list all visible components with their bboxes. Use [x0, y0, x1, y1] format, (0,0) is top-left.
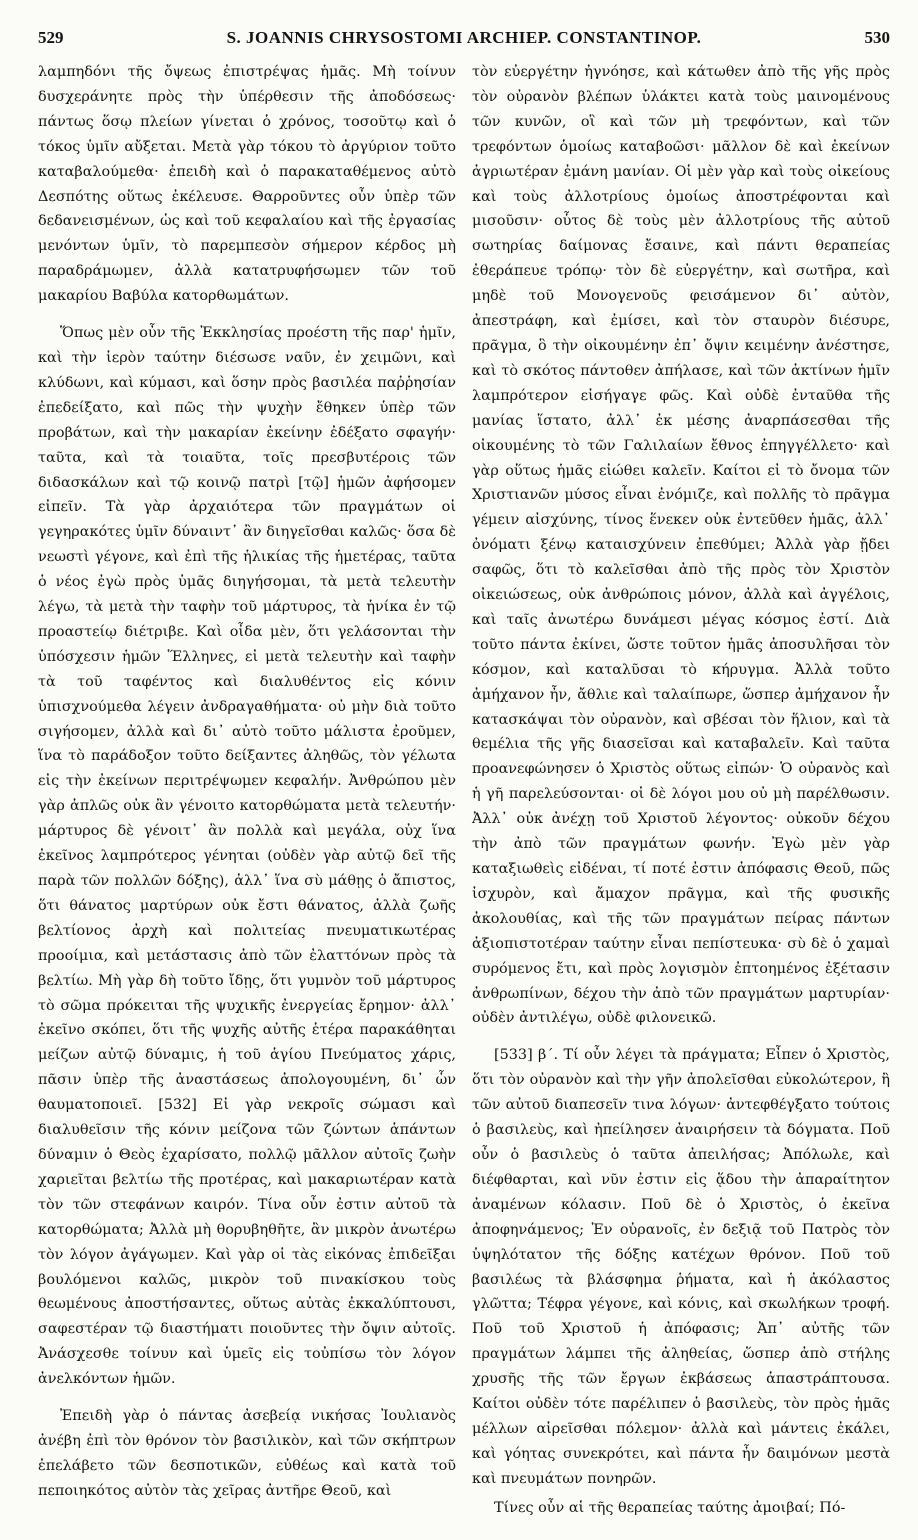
left-page-number: 529 [38, 28, 64, 47]
right-paragraph-1: τὸν εὐεργέτην ἠγνόησε, καὶ κάτωθεν ἀπὸ τῆς γῆς πρὸς τὸν οὐρανὸν βλέπων ὑλάκτει κατὰ τοὺς μαινομένους τῶν κυνῶν, οἳ καὶ τῶν μὴ τρεφόντων, καὶ τῶν τρεφόντων ὁμοίως καταβοῶσι· μᾶλλον δὲ καὶ ἐκείνων ἀγριωτέραν ἐμάνη μανίαν. Οἱ μὲν γὰρ καὶ τοὺς οἰκείους καὶ τοὺς ἀλλοτρίους ὁμοίως ἀποστρέφονται καὶ μισοῦσιν· οὗτος δὲ τοὺς μὲν ἀλλοτρίους τῆς αὐτοῦ σωτηρίας δαίμονας ἔσαινε, καὶ πάντι θεραπείας ἐθεράπευε τρόπῳ· τὸν δὲ εὐεργέτην, καὶ σωτῆρα, καὶ μηδὲ τοῦ Μονογενοῦς φεισάμενον δι᾽ αὐτὸν, ἀπεστράφη, καὶ ἐμίσει, καὶ τὸν σταυρὸν διέσυρε, πρᾶγμα, ὃ τὴν οἰκουμένην ἐπ᾽ ὄψιν κειμένην ἀνέστησε, καὶ τὸ σκότος πάντοθεν ἀπήλασε, καὶ τῶν ἀκτίνων ἡμῖν λαμπρότερον εἰσήγαγε φῶς. Καὶ οὐδὲ ἐνταῦθα τῆς μανίας ἵστατο, ἀλλ᾽ ἐκ μέσης ἀναρπάσεσθαι τῆς οἰκουμένης τὸ τῶν Γαλιλαίων ἔθνος ἐπηγγέλλετο· καὶ γὰρ οὕτως ἡμᾶς εἰώθει καλεῖν. Καίτοι εἰ τὸ ὄνομα τῶν Χριστιανῶν μύσος εἶναι ἐνόμιζε, καὶ πολλῆς τὸ πρᾶγμα γέμειν αἰσχύνης, τίνος ἕνεκεν οὐκ ἐντεῦθεν ἡμᾶς, ἀλλ᾽ ὀνόματι ξένῳ καταισχύνειν ἐπεθύμει; Ἀλλὰ γὰρ ᾔδει σαφῶς, ὅτι τὸ καλεῖσθαι ἀπὸ τῆς πρὸς τὸν Χριστὸν οἰκειώσεως, οὐκ ἀνθρώποις μόνον, ἀλλὰ καὶ ἀγγέλοις, καὶ ταῖς ἀνωτέρω δυνάμεσι μέγας κόσμος ἐστί. Διὰ τοῦτο πάντα ἐκίνει, ὥστε τοῦτον ἡμᾶς ἀποσυλῆσαι τὸν κόσμον, καὶ καταλῦσαι τὸ κήρυγμα. Ἀλλὰ τοῦτο ἀμήχανον ἦν, ἄθλιε καὶ ταλαίπωρε, ὥσπερ ἀμήχανον ἦν κατασκάψαι τὸν οὐρανὸν, καὶ σβέσαι τὸν ἥλιον, καὶ τὰ θεμέλια τῆς γῆς διασεῖσαι καὶ καταβαλεῖν. Καὶ ταῦτα προανεφώνησεν ὁ Χριστὸς οὕτως εἰπών· Ὁ οὐρανὸς καὶ ἡ γῆ παρελεύσονται· οἱ δὲ λόγοι μου οὐ μὴ παρέλθωσιν. Ἀλλ᾽ οὐκ ἀνέχῃ τοῦ Χριστοῦ λέγοντος· οὐκοῦν δέχου τὴν ἀπὸ τῶν πραγμάτων φωνήν. Ἐγὼ μὲν γὰρ καταξιωθεὶς εἰδέναι, τί ποτέ ἐστιν ἀπόφασις Θεοῦ, πῶς ἰσχυρὸν, καὶ ἄμαχον πρᾶγμα, καὶ τῆς φυσικῆς ἀκολουθίας, καὶ τῆς τῶν πραγμάτων πείρας πάντων ἀξιοπιστοτέραν ταύτην εἶναι πεπίστευκα· σὺ δὲ ὁ χαμαὶ συρόμενος ἔτι, καὶ πρὸς λογισμὸν ἐπτοημένος ἐξέτασιν ἀνθρωπίνων, δέχου τὴν ἀπὸ τῶν πραγμάτων μαρτυρίαν· οὐδὲν ἀντιλέγω, οὐδὲ φιλονεικῶ. [472, 64, 890, 1027]
two-column-body [38, 60, 890, 1521]
running-title: S. JOANNIS CHRYSOSTOMI ARCHIEP. CONSTANTINOP. [226, 28, 702, 47]
right-column [472, 60, 890, 1521]
right-page-number: 530 [864, 28, 890, 47]
right-paragraph-3: Τίνες οὖν αἱ τῆς θεραπείας ταύτης ἀμοιβαί; Πό- [494, 1499, 846, 1516]
left-paragraph-3: Ἐπειδὴ γὰρ ὁ πάντας ἀσεβείᾳ νικήσας Ἰουλιανὸς ἀνέβη ἐπὶ τὸν θρόνον τὸν βασιλικὸν, καὶ τῶν σκήπτρων ἐπελάβετο τῶν δεσποτικῶν, εὐθέως καὶ κατὰ τοῦ πεποιηκότος αὐτὸν τὰς χεῖρας ἀντῆρε Θεοῦ, καὶ [38, 1408, 456, 1499]
left-paragraph-1: λαμπηδόνι τῆς ὄψεως ἐπιστρέψας ἡμᾶς. Μὴ τοίνυν δυσχεράνητε πρὸς τὴν ὑπέρθεσιν τῆς ἀποδόσεως· πάντως ὅσῳ πλείων γίνεται ὁ χρόνος, τοσοῦτῳ καὶ ὁ τόκος ὑμῖν αὔξεται. Μετὰ γὰρ τόκου τὸ ἀργύριον τοῦτο καταβαλούμεθα· ἐπειδὴ καὶ ὁ παρακαταθέμενος αὐτὸ Δεσπότης οὕτως ἐκέλευσε. Θαρροῦντες οὖν ὑπὲρ τῶν δεδανεισμένων, ὡς καὶ τοῦ κεφαλαίου καὶ τῆς ἐργασίας μενόντων ὑμῖν, τὸ παρεμπεσὸν σήμερον κέρδος μὴ παραδράμωμεν, ἀλλὰ κατατρυφήσωμεν τῶν τοῦ μακαρίου Βαβύλα κατορθωμάτων. [38, 64, 456, 305]
running-header [38, 28, 890, 54]
left-paragraph-2: Ὅπως μὲν οὖν τῆς Ἐκκλησίας προέστη τῆς παρ' ἡμῖν, καὶ τὴν ἱερὸν ταύτην διέσωσε ναῦν, ἐν χειμῶνι, καὶ κλύδωνι, καὶ κύμασι, καὶ ὅσην πρὸς βασιλέα παῤῥησίαν ἐπεδείξατο, καὶ πῶς τὴν ψυχὴν ἔθηκεν ὑπὲρ τῶν προβάτων, καὶ τὴν μακαρίαν ἐκείνην ἐδέξατο σφαγήν· ταῦτα, καὶ τὰ τοιαῦτα, τοῖς πρεσβυτέροις τῶν διδασκάλων καὶ τῷ κοινῷ πατρὶ [τῷ] ἡμῶν ἀφήσομεν εἰπεῖν. Τὰ γὰρ ἀρχαιότερα τῶν πραγμάτων οἱ γεγηρακότες ὑμῖν δύναιντ᾽ ἂν διηγεῖσθαι καλῶς· ὅσα δὲ νεωστὶ γέγονε, καὶ ἐπὶ τῆς ἡλικίας τῆς ἡμετέρας, ταῦτα ὁ νέος ἐγὼ πρὸς ὑμᾶς διηγήσομαι, τὰ μετὰ τελευτὴν λέγω, τὰ μετὰ τὴν ταφὴν τοῦ μάρτυρος, τὰ ἡνίκα ἐν τῷ προαστείῳ διέτριβε. Καὶ οἶδα μὲν, ὅτι γελάσονται τὴν ὑπόσχεσιν ἡμῶν Ἕλληνες, εἰ μετὰ τελευτὴν καὶ ταφὴν τὰ τοῦ ταφέντος καὶ διαλυθέντος εἰς κόνιν ὑπισχνούμεθα λέγειν ἀνδραγαθήματα· οὐ μὴν διὰ τοῦτο σιγήσομεν, ἀλλὰ καὶ δι᾽ αὐτὸ τοῦτο μάλιστα ἐροῦμεν, ἵνα τὸ παράδοξον τοῦτο δείξαντες ἀληθῶς, τὸν γέλωτα εἰς τὴν ἐκείνων περιτρέψωμεν κεφαλήν. Ἀνθρώπου μὲν γὰρ ἁπλῶς οὐκ ἂν γένοιτο κατορθώματα μετὰ τελευτήν· μάρτυρος δὲ γένοιτ᾽ ἂν πολλὰ καὶ μεγάλα, οὐχ ἵνα ἐκεῖνος λαμπρότερος γένηται (οὐδὲν γὰρ αὐτῷ δεῖ τῆς παρὰ τῶν πολλῶν δόξης), ἀλλ᾽ ἵνα σὺ μάθῃς ὁ ἄπιστος, ὅτι θάνατος μαρτύρων οὐκ ἔστι θάνατος, ἀλλὰ ζωῆς βελτίονος ἀρχὴ καὶ πολιτείας πνευματικωτέρας προοίμια, καὶ μετάστασις ἀπὸ τῶν ἐλαττόνων πρὸς τὰ βελτίω. Μὴ γὰρ δὴ τοῦτο ἴδῃς, ὅτι γυμνὸν τοῦ μάρτυρος τὸ σῶμα πρόκειται τῆς ψυχικῆς ἐνεργείας ἔρημον· ἀλλ᾽ ἐκεῖνο σκόπει, ὅτι τῆς ψυχῆς αὐτῆς ἑτέρα παρακάθηται μείζων αὐτῷ δύναμις, ἡ τοῦ ἁγίου Πνεύματος χάρις, πᾶσιν ὑπὲρ τῆς ἀναστάσεως ἀπολογουμένη, δι᾽ ὧν θαυματοποιεῖ. [532] Εἰ γὰρ νεκροῖς σώμασι καὶ διαλυθεῖσιν τῆς κόνιν μείζονα τῶν ζώντων ἁπάντων δύναμιν ὁ Θεὸς ἐχαρίσατο, πολλῷ μᾶλλον αὐτοῖς ζωὴν χαριεῖται βελτίω τῆς προτέρας, καὶ μακαριωτέραν κατὰ τὸν τῶν στεφάνων καιρόν. Τίνα οὖν ἐστιν αὐτοῦ τὰ κατορθώματα; Ἀλλὰ μὴ θορυβηθῆτε, ἂν μικρὸν ἀνωτέρω τὸν λόγον ἀγάγωμεν. Καὶ γὰρ οἱ τὰς εἰκόνας ἐπιδεῖξαι βουλόμενοι καλῶς, μικρὸν τοῦ πινακίσκου τοὺς θεωμένους ἀποστήσαντες, οὕτως αὐτὰς ἐκκαλύπτουσι, σαφεστέραν τῷ διαστήματι ποιοῦντες τὴν ὄψιν αὐτοῖς. Ἀνάσχεσθε τοίνυν καὶ ὑμεῖς εἰς τοὐπίσω τὸν λόγον ἀνελκόντων ἡμῶν. [38, 325, 456, 1388]
right-paragraph-2: [533] β΄. Τί οὖν λέγει τὰ πράγματα; Εἶπεν ὁ Χριστὸς, ὅτι τὸν οὐρανὸν καὶ τὴν γῆν ἀπολεῖσθαι εὐκολώτερον, ἢ τῶν αὐτοῦ διαπεσεῖν τινα λόγων· ἀντεφθέγξατο τούτοις ὁ βασιλεὺς, καὶ ἠπείλησεν ἀναιρήσειν τὰ δόγματα. Ποῦ οὖν ὁ βασιλεὺς ὁ ταῦτα ἀπειλήσας; Ἀπόλωλε, καὶ διέφθαρται, καὶ νῦν ἐστιν εἰς ᾅδου τὴν ἀπαραίτητον ἀναμένων κόλασιν. Ποῦ δὲ ὁ Χριστὸς, ὁ ἐκεῖνα ἀποφηνάμενος; Ἐν οὐρανοῖς, ἐν δεξιᾷ τοῦ Πατρὸς τὸν ὑψηλότατον τῆς δόξης κατέχων θρόνον. Ποῦ τοῦ βασιλέως τὰ βλάσφημα ῥήματα, καὶ ἡ ἀκόλαστος γλῶττα; Τέφρα γέγονε, καὶ κόνις, καὶ σκωλήκων τροφή. Ποῦ τοῦ Χριστοῦ ἡ ἀπόφασις; Ἀπ᾽ αὐτῆς τῶν πραγμάτων λάμπει τῆς ἀληθείας, ὥσπερ ἀπὸ στήλης χρυσῆς τῆς τῶν ἔργων ἐκβάσεως ἀπαστράπτουσα. Καίτοι οὐδὲν τότε παρέλιπεν ὁ βασιλεὺς, τὸν πρὸς ἡμᾶς μέλλων αἱρεῖσθαι πόλεμον· ἀλλὰ καὶ μάντεις ἐκάλει, καὶ γόητας συνεκρότει, καὶ πάντα ἦν δαιμόνων μεστὰ καὶ πνευμάτων πονηρῶν. [472, 1047, 890, 1487]
left-column [38, 60, 456, 1521]
